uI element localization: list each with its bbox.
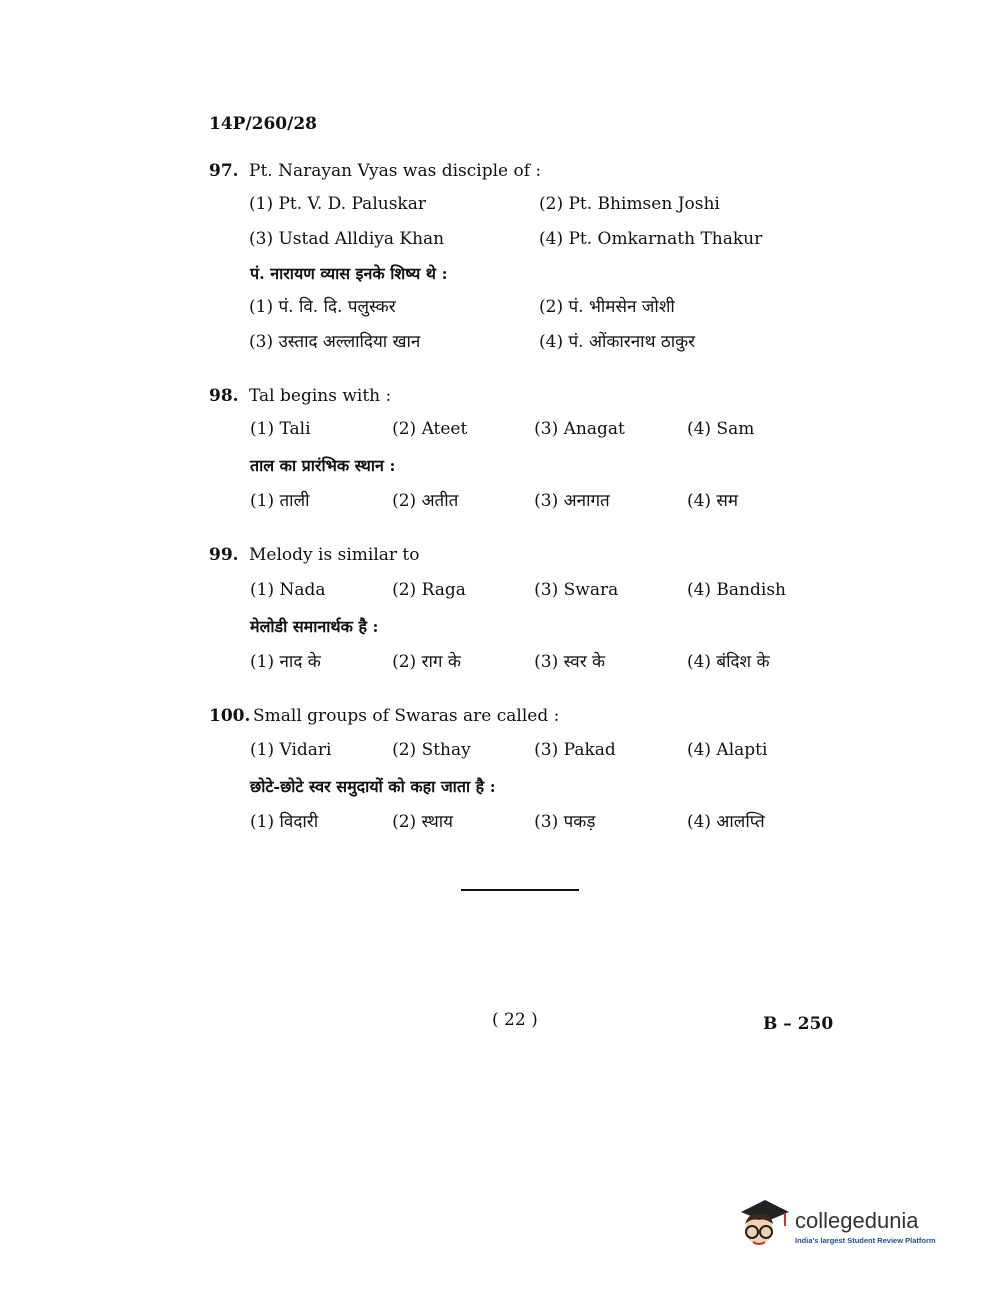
option-3: (3) Swara [534, 580, 619, 600]
option-1: (1) Pt. V. D. Paluskar [249, 194, 426, 214]
question-100 [209, 705, 829, 833]
option-4: (4) Alapti [686, 740, 768, 760]
option-2: (2) Pt. Bhimsen Joshi [539, 194, 720, 214]
option-3-hindi: (3) पकड़ [534, 812, 596, 832]
question-text-hindi: पं. नारायण व्यास इनके शिष्य थे : [250, 264, 448, 283]
logo-brand-name: collegedunia [795, 1208, 919, 1233]
option-1-hindi: (1) विदारी [250, 812, 319, 832]
question-text-hindi: ताल का प्रारंभिक स्थान : [250, 456, 396, 475]
end-rule-divider [461, 889, 579, 891]
option-3: (3) Pakad [534, 740, 616, 760]
graduate-mascot-icon [735, 1196, 791, 1258]
option-3-hindi: (3) स्वर के [534, 652, 606, 672]
option-4-hindi: (4) बंदिश के [686, 652, 770, 672]
question-number: 97. [209, 161, 239, 181]
paper-code: 14P/260/28 [209, 114, 318, 134]
option-4: (4) Sam [686, 419, 755, 439]
option-1: (1) Tali [250, 419, 311, 439]
option-3: (3) Ustad Alldiya Khan [249, 229, 445, 249]
options-hindi [250, 490, 829, 512]
question-text: Small groups of Swaras are called : [253, 706, 560, 726]
question-number: 98. [209, 386, 239, 406]
option-1: (1) Nada [250, 580, 326, 600]
options-hindi [250, 651, 829, 673]
option-2-hindi: (2) अतीत [392, 491, 459, 511]
options-hindi [250, 811, 829, 833]
option-4-hindi: (4) आलप्ति [686, 812, 765, 832]
question-99 [209, 544, 829, 673]
logo-tagline: India's largest Student Review Platform [795, 1236, 936, 1245]
question-number: 99. [209, 545, 239, 565]
option-4: (4) Pt. Omkarnath Thakur [539, 229, 763, 249]
option-2: (2) Raga [392, 580, 466, 600]
options-english [249, 193, 829, 250]
option-2-hindi: (2) पं. भीमसेन जोशी [539, 297, 675, 317]
option-2-hindi: (2) स्थाय [392, 812, 453, 832]
option-1-hindi: (1) पं. वि. दि. पलुस्कर [249, 297, 396, 317]
question-number: 100. [209, 706, 251, 726]
option-3: (3) Anagat [534, 419, 625, 439]
option-3-hindi: (3) अनागत [534, 491, 610, 511]
page-number: ( 22 ) [492, 1010, 538, 1030]
question-text: Pt. Narayan Vyas was disciple of : [249, 161, 542, 181]
options-english [250, 739, 829, 761]
booklet-code: B – 250 [763, 1014, 834, 1034]
option-2: (2) Ateet [392, 419, 468, 439]
question-text: Melody is similar to [249, 545, 420, 565]
option-1: (1) Vidari [250, 740, 332, 760]
question-97 [209, 160, 829, 353]
option-4-hindi: (4) पं. ओंकारनाथ ठाकुर [539, 332, 696, 352]
option-4: (4) Bandish [686, 580, 786, 600]
option-1-hindi: (1) ताली [250, 491, 310, 511]
option-4-hindi: (4) सम [686, 491, 739, 511]
options-english [250, 579, 829, 601]
options-english [250, 418, 829, 440]
question-text: Tal begins with : [249, 386, 392, 406]
options-hindi [249, 296, 829, 353]
question-text-hindi: छोटे-छोटे स्वर समुदायों को कहा जाता है : [250, 777, 496, 796]
question-text-hindi: मेलोडी समानार्थक है : [250, 617, 379, 636]
option-2: (2) Sthay [392, 740, 471, 760]
option-1-hindi: (1) नाद के [250, 652, 321, 672]
option-2-hindi: (2) राग के [392, 652, 461, 672]
collegedunia-logo [735, 1196, 965, 1266]
question-98 [209, 385, 829, 512]
option-3-hindi: (3) उस्ताद अल्लादिया खान [249, 332, 421, 352]
